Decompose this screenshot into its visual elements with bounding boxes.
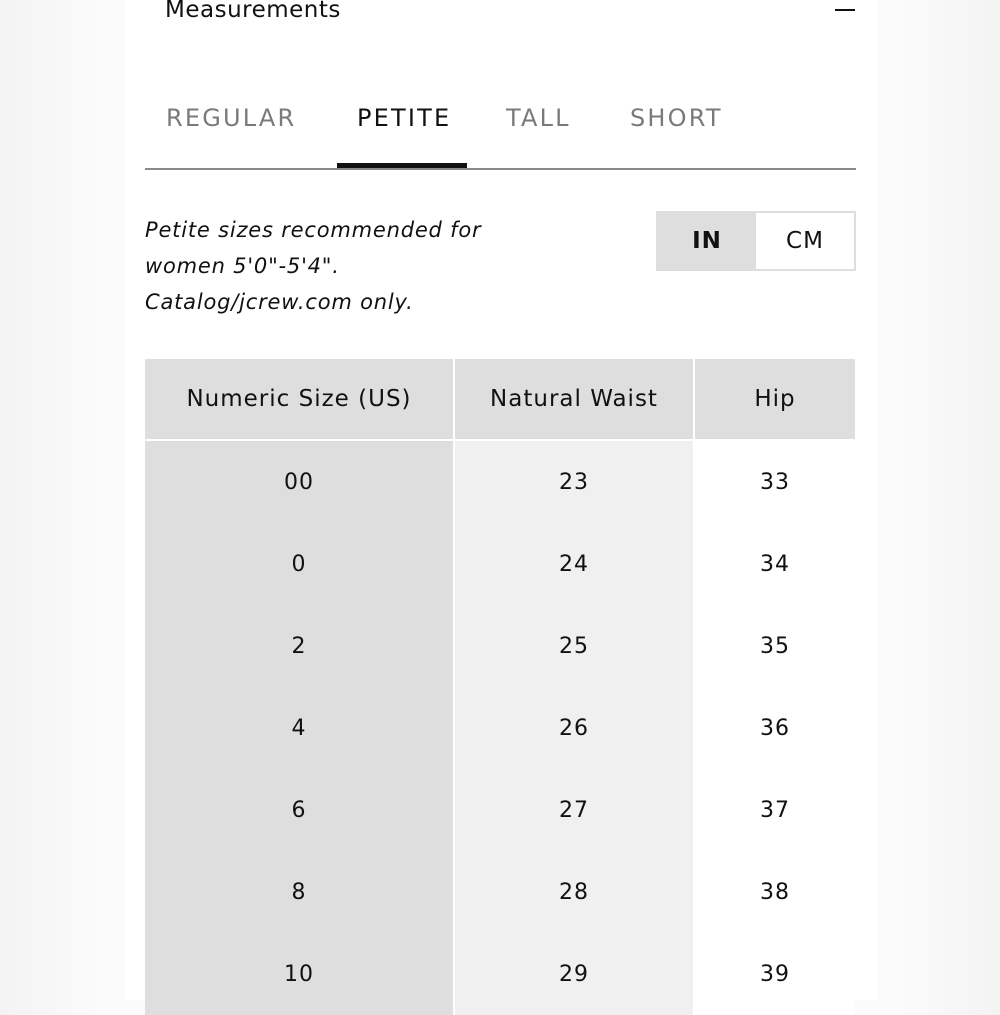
- active-tab-indicator: [337, 163, 467, 168]
- waist-cell: 28: [453, 851, 693, 933]
- unit-inches-button[interactable]: IN: [658, 213, 756, 269]
- fit-note: [145, 212, 565, 320]
- hip-cell: 36: [693, 687, 855, 769]
- size-cell: 2: [145, 605, 453, 687]
- waist-cell: 26: [453, 687, 693, 769]
- table-row: [145, 605, 855, 687]
- unit-centimeters-button[interactable]: CM: [786, 228, 824, 254]
- waist-cell: 23: [453, 441, 693, 523]
- table-row: [145, 933, 855, 1015]
- hip-cell: 39: [693, 933, 855, 1015]
- tab-tall[interactable]: TALL: [506, 104, 571, 132]
- column-header-size: Numeric Size (US): [145, 359, 453, 441]
- size-cell: 0: [145, 523, 453, 605]
- hip-cell: 33: [693, 441, 855, 523]
- table-row: [145, 441, 855, 523]
- note-line: women 5'0"-5'4".: [145, 254, 340, 278]
- table-header-row: [145, 359, 855, 441]
- table-row: [145, 851, 855, 933]
- column-header-waist: Natural Waist: [453, 359, 693, 441]
- size-cell: 00: [145, 441, 453, 523]
- hip-cell: 38: [693, 851, 855, 933]
- size-cell: 4: [145, 687, 453, 769]
- tab-petite[interactable]: PETITE: [357, 104, 452, 132]
- hip-cell: 35: [693, 605, 855, 687]
- hip-cell: 34: [693, 523, 855, 605]
- size-cell: 6: [145, 769, 453, 851]
- waist-cell: 25: [453, 605, 693, 687]
- size-cell: 8: [145, 851, 453, 933]
- size-chart-table: [145, 359, 855, 1015]
- note-line: Petite sizes recommended for: [145, 218, 482, 242]
- minus-icon[interactable]: [835, 9, 855, 11]
- table-row: [145, 769, 855, 851]
- note-line: Catalog/jcrew.com only.: [145, 290, 414, 314]
- waist-cell: 29: [453, 933, 693, 1015]
- unit-toggle: [656, 211, 856, 271]
- tab-short[interactable]: SHORT: [630, 104, 723, 132]
- hip-cell: 37: [693, 769, 855, 851]
- fit-tabs: [145, 90, 856, 170]
- waist-cell: 27: [453, 769, 693, 851]
- size-guide-panel: [125, 0, 877, 1000]
- table-row: [145, 523, 855, 605]
- section-title: Measurements: [165, 0, 341, 23]
- tab-regular[interactable]: REGULAR: [166, 104, 297, 132]
- waist-cell: 24: [453, 523, 693, 605]
- size-cell: 10: [145, 933, 453, 1015]
- measurements-header[interactable]: [165, 0, 855, 30]
- column-header-hip: Hip: [693, 359, 855, 441]
- table-row: [145, 687, 855, 769]
